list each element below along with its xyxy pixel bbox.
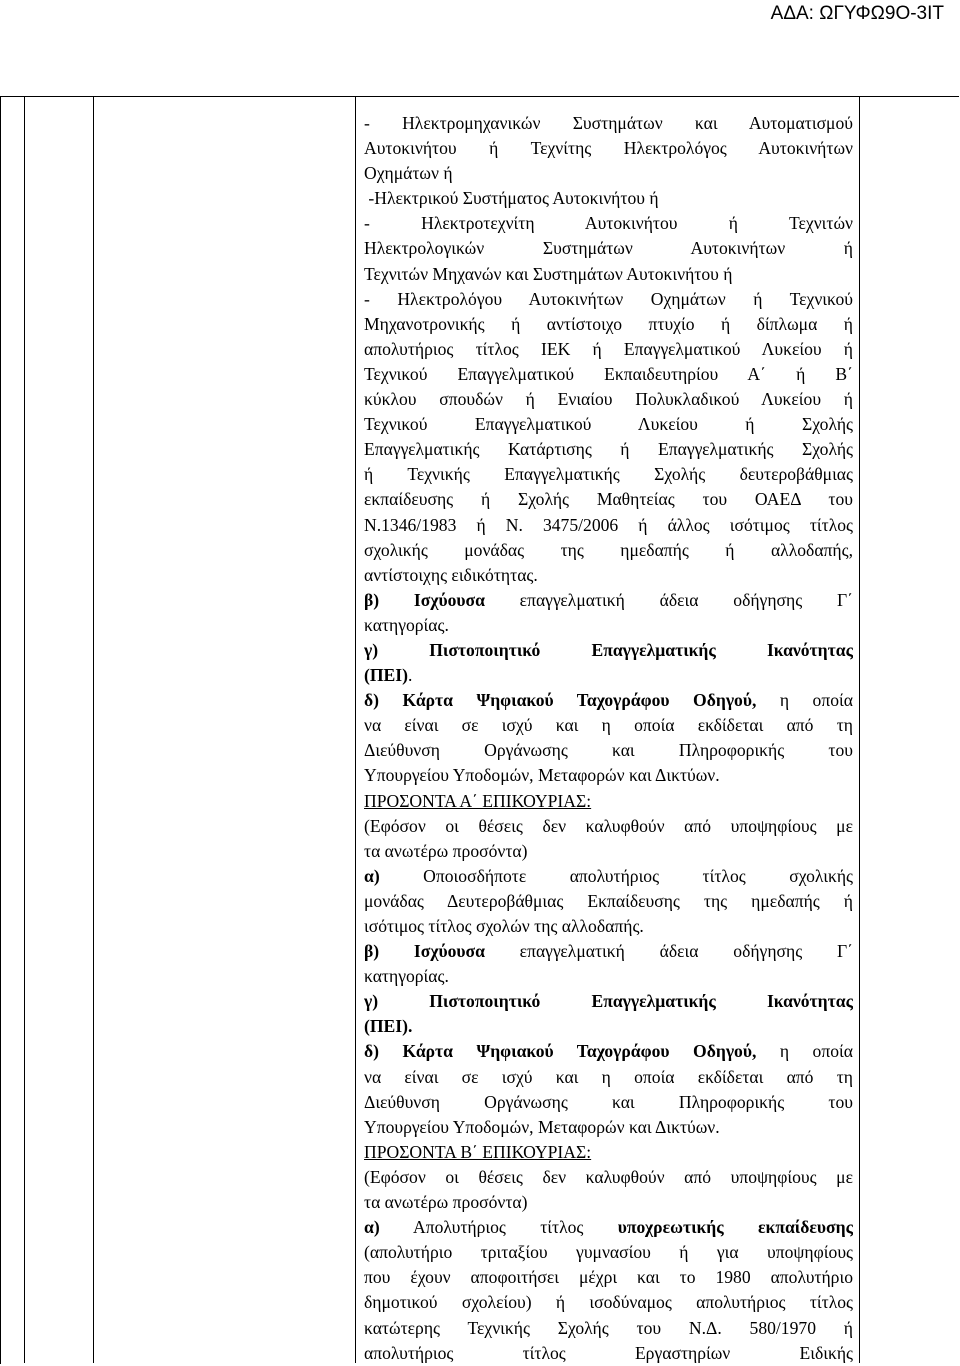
- text-segment: τα ανωτέρω προσόντα): [364, 1192, 528, 1213]
- text-line: [364, 964, 853, 989]
- text-line: [364, 563, 853, 588]
- text-segment: Τεχνιτών Μηχανών και Συστημάτων Αυτοκινήτου ή: [364, 263, 733, 284]
- text-line: [364, 211, 853, 236]
- text-line: [364, 362, 853, 387]
- text-line: [364, 1316, 853, 1341]
- text-segment: μονάδας Δευτεροβάθμιας Εκπαίδευσης της ημεδαπής ή: [364, 890, 853, 911]
- text-segment: η οποία: [756, 1041, 853, 1062]
- text-line: [364, 1341, 853, 1366]
- text-segment: -Ηλεκτρικού Συστήματος Αυτοκινήτου ή: [364, 188, 659, 209]
- text-segment: Υπουργείου Υποδομών, Μεταφορών και Δικτύων.: [364, 765, 720, 786]
- text-segment: να είναι σε ισχύ και η οποία εκδίδεται από τη: [364, 715, 853, 736]
- text-segment: τα ανωτέρω προσόντα): [364, 840, 528, 861]
- text-line: [364, 513, 853, 538]
- text-line: [364, 939, 853, 964]
- text-segment: ή Τεχνικής Επαγγελματικής Σχολής δευτεροβάθμιας: [364, 464, 853, 485]
- text-line: [364, 487, 853, 512]
- bold-text: α): [364, 865, 380, 886]
- text-line: [364, 186, 853, 211]
- text-line: [364, 1090, 853, 1115]
- table-column-divider-4: [859, 96, 860, 1363]
- text-line: [364, 814, 853, 839]
- section-heading: ΠΡΟΣΟΝΤΑ Α΄ ΕΠΙΚΟΥΡΙΑΣ:: [364, 790, 592, 811]
- text-line: [364, 1165, 853, 1190]
- text-segment: που έχουν αποφοιτήσει μέχρι και το 1980 απολυτήριο: [364, 1267, 853, 1288]
- ada-code: ΑΔΑ: ΩΓΥΦΩ9Ο-3ΙΤ: [770, 3, 944, 24]
- text-line: [364, 763, 853, 788]
- text-line: [364, 613, 853, 638]
- table-column-divider-3: [355, 96, 356, 1363]
- text-segment: κατηγορίας.: [364, 966, 449, 987]
- text-line: [364, 914, 853, 939]
- bold-text: γ) Πιστοποιητικό Επαγγελματικής Ικανότητας: [364, 639, 853, 660]
- text-segment: κατηγορίας.: [364, 614, 449, 635]
- text-line: [364, 839, 853, 864]
- text-segment: (Εφόσον οι θέσεις δεν καλυφθούν από υποψηφίους με: [364, 1166, 853, 1187]
- section-heading: ΠΡΟΣΟΝΤΑ Β΄ ΕΠΙΚΟΥΡΙΑΣ:: [364, 1141, 592, 1162]
- qualifications-cell: [364, 111, 853, 1366]
- text-segment: δημοτικού σχολείου) ή ισοδύναμος απολυτήριος τίτλος: [364, 1292, 853, 1313]
- text-line: [364, 236, 853, 261]
- text-line: [364, 1265, 853, 1290]
- text-line: [364, 713, 853, 738]
- text-segment: Απολυτήριος τίτλος: [379, 1217, 618, 1238]
- text-segment: εκπαίδευσης ή Σχολής Μαθητείας του ΟΑΕΔ του: [364, 489, 853, 510]
- text-segment: Αυτοκινήτου ή Τεχνίτης Ηλεκτρολόγος Αυτοκινήτων: [364, 138, 853, 159]
- text-segment: Διεύθυνση Οργάνωσης και Πληροφορικής του: [364, 740, 853, 761]
- text-line: [364, 1065, 853, 1090]
- text-segment: (Εφόσον οι θέσεις δεν καλυφθούν από υποψηφίους με: [364, 815, 853, 836]
- text-segment: επαγγελματική άδεια οδήγησης Γ΄: [484, 589, 853, 610]
- text-line: [364, 738, 853, 763]
- text-line: [364, 1215, 853, 1240]
- text-line: [364, 789, 853, 814]
- text-segment: - Ηλεκτρολόγου Αυτοκινήτων Οχημάτων ή Τεχνικού: [364, 288, 853, 309]
- text-segment: η οποία: [756, 690, 853, 711]
- bold-text: δ) Κάρτα Ψηφιακού Ταχογράφου Οδηγού,: [364, 1041, 757, 1062]
- bold-text: β) Ισχύουσα: [364, 589, 485, 610]
- text-segment: Τεχνικού Επαγγελματικού Εκπαιδευτηρίου Α΄ ή Β΄: [364, 363, 853, 384]
- text-line: [364, 1190, 853, 1215]
- bold-text: (ΠΕΙ): [364, 665, 408, 686]
- text-line: [364, 287, 853, 312]
- text-line: [364, 161, 853, 186]
- text-line: [364, 412, 853, 437]
- text-segment: - Ηλεκτροτεχνίτη Αυτοκινήτου ή Τεχνιτών: [364, 213, 853, 234]
- text-segment: Επαγγελματικής Κατάρτισης ή Επαγγελματικής Σχολής: [364, 439, 853, 460]
- bold-text: γ) Πιστοποιητικό Επαγγελματικής Ικανότητας: [364, 991, 853, 1012]
- text-line: [364, 1240, 853, 1265]
- text-segment: Ηλεκτρολογικών Συστημάτων Αυτοκινήτων ή: [364, 238, 853, 259]
- text-segment: - Ηλεκτρομηχανικών Συστημάτων και Αυτοματισμού: [364, 113, 853, 133]
- bold-text: (ΠΕΙ).: [364, 1016, 413, 1037]
- text-line: [364, 337, 853, 362]
- text-line: [364, 1115, 853, 1140]
- text-line: [364, 538, 853, 563]
- text-line: [364, 663, 853, 688]
- text-line: [364, 1140, 853, 1165]
- text-segment: Υπουργείου Υποδομών, Μεταφορών και Δικτύων.: [364, 1116, 720, 1137]
- text-segment: σχολικής μονάδας της ημεδαπής ή αλλοδαπής,: [364, 539, 853, 560]
- text-segment: Ν.1346/1983 ή Ν. 3475/2006 ή άλλος ισότιμος τίτλος: [364, 514, 853, 535]
- text-segment: (απολυτήριο τριταξίου γυμνασίου ή για υποψηφίους: [364, 1242, 853, 1263]
- table-column-divider-2: [93, 96, 94, 1363]
- text-line: [364, 136, 853, 161]
- bold-text: δ) Κάρτα Ψηφιακού Ταχογράφου Οδηγού,: [364, 690, 757, 711]
- text-segment: Οποιοσδήποτε απολυτήριος τίτλος σχολικής: [379, 865, 853, 886]
- text-line: [364, 1290, 853, 1315]
- text-segment: Διεύθυνση Οργάνωσης και Πληροφορικής του: [364, 1091, 853, 1112]
- bold-text: υποχρεωτικής εκπαίδευσης: [617, 1217, 853, 1238]
- table-column-divider-1: [24, 96, 25, 1363]
- text-segment: Μηχανοτρονικής ή αντίστοιχο πτυχίο ή δίπλωμα ή: [364, 313, 853, 334]
- text-segment: κατώτερης Τεχνικής Σχολής του Ν.Δ. 580/1970 ή: [364, 1317, 853, 1338]
- text-segment: Τεχνικού Επαγγελματικού Λυκείου ή Σχολής: [364, 414, 853, 435]
- text-line: [364, 864, 853, 889]
- text-line: [364, 1039, 853, 1064]
- text-line: [364, 387, 853, 412]
- text-segment: αντίστοιχης ειδικότητας.: [364, 564, 538, 585]
- text-segment: να είναι σε ισχύ και η οποία εκδίδεται από τη: [364, 1066, 853, 1087]
- text-line: [364, 312, 853, 337]
- bold-text: β) Ισχύουσα: [364, 941, 485, 962]
- text-line: [364, 1014, 853, 1039]
- text-line: [364, 111, 853, 136]
- text-line: [364, 989, 853, 1014]
- text-line: [364, 889, 853, 914]
- text-segment: κύκλου σπουδών ή Ενιαίου Πολυκλαδικού Λυκείου ή: [364, 389, 853, 410]
- text-segment: απολυτήριος τίτλος Εργαστηρίων Ειδικής: [364, 1342, 853, 1363]
- text-segment: Οχημάτων ή: [364, 163, 453, 184]
- text-segment: .: [407, 665, 413, 686]
- text-line: [364, 638, 853, 663]
- bold-text: α): [364, 1217, 380, 1238]
- text-line: [364, 588, 853, 613]
- text-line: [364, 462, 853, 487]
- text-line: [364, 688, 853, 713]
- text-line: [364, 437, 853, 462]
- text-segment: επαγγελματική άδεια οδήγησης Γ΄: [484, 941, 853, 962]
- text-segment: ισότιμος τίτλος σχολών της αλλοδαπής.: [364, 916, 644, 936]
- text-line: [364, 262, 853, 287]
- text-segment: απολυτήριος τίτλος ΙΕΚ ή Επαγγελματικού Λυκείου ή: [364, 338, 853, 359]
